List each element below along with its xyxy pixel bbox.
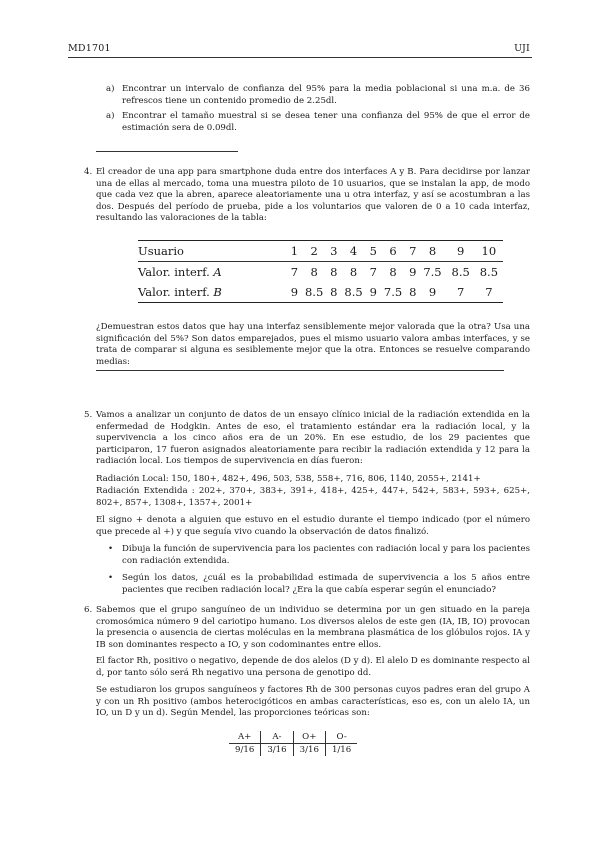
proportion-cell: 3/16 [261, 744, 293, 757]
header-cell: Usuario [138, 244, 184, 258]
table-header-row [138, 241, 503, 262]
table-bottom-rule [138, 302, 503, 303]
value-cell: 8 [330, 265, 338, 279]
bullet-icon: • [108, 573, 114, 583]
value-cell: 8 [330, 285, 338, 299]
group-cell: A- [261, 731, 293, 744]
bullet-text: Dibuja la función de supervivencia para los pacientes con radiación local y para los pacientes con radiación extendida. [122, 544, 530, 566]
paragraph: El factor Rh, positivo o negativo, depende de dos alelos (D y d). El alelo D es dominante respecto al d, por tanto sólo será Rh negativo una persona de genotipo dd. [96, 656, 530, 678]
value-cell: 7.5 [423, 265, 442, 279]
row-label [138, 282, 289, 302]
value-cell: 8 [409, 285, 417, 299]
bullet-text: Según los datos, ¿cuál es la probabilidad estimada de supervivencia a los 5 años entre pacientes que reciben radiación local? ¿Era la que cabía esperar según el enunciado? [122, 573, 530, 595]
value-cell: 7 [485, 285, 493, 299]
table-row [138, 282, 503, 302]
user-cell: 10 [481, 244, 497, 258]
note-text: El signo + denota a alguien que estuvo en el estudio durante el tiempo indicado (por el número que precede al +) y que seguía vivo cuando la observación de datos finalizó. [96, 515, 530, 537]
user-cell: 2 [310, 244, 318, 258]
table-row [138, 262, 503, 283]
answer-text: ¿Demuestran estos datos que hay una interfaz sensiblemente mejor valorada que la otra? Usa una significación del 5%? Son datos emparejados, pues el mismo usuario valora ambas interfaces, y se trata de comparar si alguna es sesiblemente mejor que la otra. Entonces se resuelve comparando medias: [96, 322, 530, 367]
ratings-table [138, 241, 503, 302]
user-cell: 9 [456, 244, 465, 258]
header-course-code: MD1701 [68, 43, 111, 54]
row-var: A [213, 265, 222, 279]
value-cell: 8 [310, 265, 318, 279]
item-text: Encontrar el tamaño muestral si se desea tener una confianza del 95% de que el error de estimación sera de 0.09dl. [122, 111, 530, 133]
answer-line [96, 370, 504, 371]
header-university: UJI [514, 43, 530, 54]
row-var: B [213, 285, 222, 299]
question-number: 5. [84, 410, 93, 420]
value-cell: 8.5 [451, 265, 470, 279]
extended-radiation-data: Radiación Extendida : 202+, 370+, 383+, 391+, 418+, 425+, 447+, 542+, 583+, 593+, 625+, 802+, 857+, 1308+, 1357+, 2001+ [96, 486, 530, 508]
value-cell: 8.5 [304, 285, 324, 299]
table-row [229, 744, 357, 757]
bullet-icon: • [108, 544, 114, 554]
paragraph: Se estudiaron los grupos sanguíneos y factores Rh de 300 personas cuyos padres eran del grupo A y con un Rh positivo (ambos heterocigóticos en ambas características, eso es, con un alelo IA, un IO, un D y un d). Según Mendel, las proporciones teóricas son: [96, 685, 530, 719]
value-cell: 9 [409, 265, 417, 279]
question-text: Vamos a analizar un conjunto de datos de un ensayo clínico inicial de la radiación extendida en la enfermedad de Hodgkin. Antes de eso, el tratamiento estándar era la radiación local, y la supervivencia a los cinco años era de un 20%. En ese estudio, de los 29 pacientes que participaron, 17 fueron asignados aleatoriamente para recibir la radiación extendida y 12 para la radiación local. Los tiempos de supervivencia en días fueron: [96, 410, 530, 467]
proportion-cell: 3/16 [293, 744, 325, 757]
row-label [138, 262, 289, 283]
value-cell: 7 [369, 265, 377, 279]
user-cell: 3 [330, 244, 338, 258]
header-rule [68, 57, 532, 58]
group-cell: O+ [293, 731, 325, 744]
value-cell: 7.5 [383, 285, 403, 299]
table-header-row [229, 731, 357, 744]
value-cell: 8.5 [479, 265, 499, 279]
user-cell: 8 [428, 244, 437, 258]
answer-line [96, 151, 238, 152]
value-cell: 8 [349, 265, 358, 279]
proportion-cell: 9/16 [235, 745, 255, 755]
row-label-text: Valor. interf. [138, 265, 210, 279]
question-text: El creador de una app para smartphone duda entre dos interfaces A y B. Para decidirse por lanzar una de ellas al mercado, toma una muestra piloto de 10 usuarios, que se instalan la app, de modo que cada vez que la abren, aparece aleatoriamente una u otra interfaz, y así se acostumbran a las dos. Después del período de prueba, pide a los voluntarios que valoren de 0 a 10 cada interfaz, resultando las valoraciones de la tabla: [96, 167, 530, 224]
question-text: Sabemos que el grupo sanguíneo de un individuo se determina por un gen situado en la pareja cromosómica número 9 del cariotipo humano. Los diversos alelos de este gen (IA, IB, IO) provocan la presencia o ausencia de ciertas moléculas en la membrana plasmática de los glóbulos rojos. IA y IB son dominantes respecto a IO, y son codominantes entre ellos. [96, 605, 530, 650]
value-cell: 8.5 [344, 285, 363, 299]
item-text: Encontrar un intervalo de confianza del 95% para la media poblacional si una m.a. de 36 refrescos tiene un contenido promedio de 2.25dl. [122, 84, 530, 106]
proportion-cell: 1/16 [325, 744, 357, 757]
value-cell: 7 [290, 265, 299, 279]
row-label-text: Valor. interf. [138, 285, 210, 299]
value-cell: 9 [369, 285, 377, 299]
group-cell: A+ [229, 731, 261, 744]
value-cell: 9 [290, 285, 299, 299]
item-label: a) [106, 84, 115, 94]
value-cell: 8 [389, 265, 397, 279]
user-cell: 4 [349, 244, 358, 258]
user-cell: 5 [369, 244, 377, 258]
local-radiation-data: Radiación Local: 150, 180+, 482+, 496, 503, 538, 558+, 716, 806, 1140, 2055+, 2141+ [96, 474, 481, 484]
item-label: a) [106, 111, 115, 121]
value-cell: 9 [428, 285, 437, 299]
proportions-table [229, 731, 357, 756]
user-cell: 1 [290, 244, 299, 258]
question-number: 4. [84, 167, 93, 177]
user-cell: 6 [389, 244, 397, 258]
user-cell: 7 [409, 244, 417, 258]
question-number: 6. [84, 605, 93, 615]
group-cell: O- [325, 731, 357, 744]
value-cell: 7 [456, 285, 465, 299]
